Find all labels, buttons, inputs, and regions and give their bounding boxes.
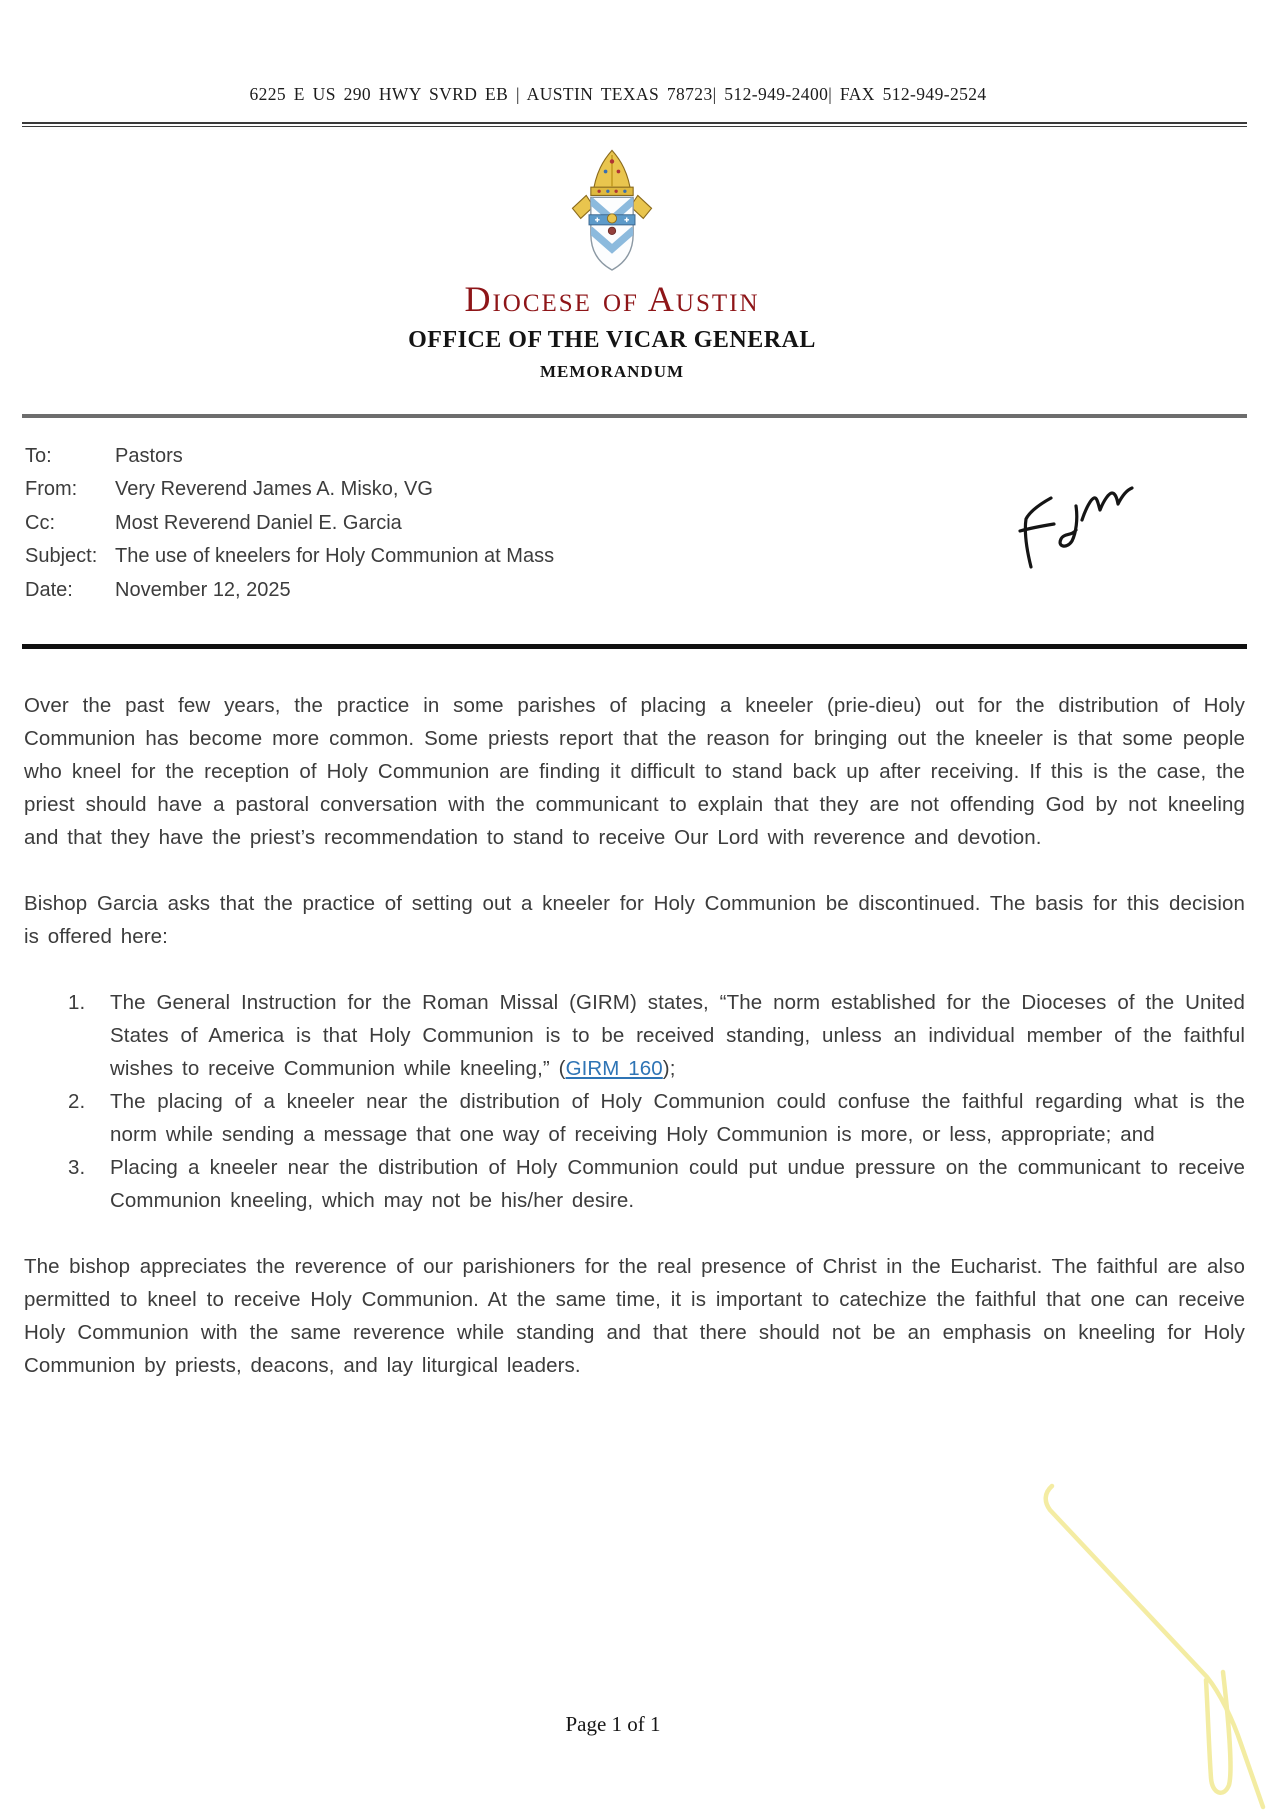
memo-header-divider-bottom: [22, 644, 1247, 649]
list-text: );: [662, 1056, 676, 1080]
list-number: 1.: [68, 990, 86, 1014]
field-value: The use of kneelers for Holy Communion at Mass: [115, 545, 555, 568]
field-label: Date:: [25, 578, 73, 601]
page-number: Page 1 of 1: [565, 1712, 661, 1736]
field-label: To:: [25, 444, 52, 467]
list-number: 3.: [68, 1155, 86, 1179]
org-name: Diocese of Austin: [464, 279, 760, 319]
yellow-pen-stroke-icon: [1030, 1480, 1268, 1811]
signature-initials-icon: [1012, 481, 1140, 577]
field-value: November 12, 2025: [115, 578, 291, 601]
field-value: Very Reverend James A. Misko, VG: [115, 478, 433, 501]
diocese-crest-icon: [566, 147, 658, 277]
paragraph-closing: The bishop appreciates the reverence of our parishioners for the real presence of Christ in the Eucharist. The faithful are also permitted to kneel to receive Holy Communion. At the same time, it is important to catechize the faithful that one can receive Holy Communion with the same reverence while standing and that there should not be an emphasis on kneeling for Holy Communion by priests, deacons, and lay liturgical leaders.: [24, 1254, 1245, 1377]
document-type-label: MEMORANDUM: [539, 361, 685, 381]
memo-header-divider-top: [22, 414, 1247, 418]
field-label: Subject:: [25, 545, 98, 568]
field-label: From:: [25, 478, 78, 501]
office-name: OFFICE OF THE VICAR GENERAL: [408, 326, 816, 353]
list-text: Placing a kneeler near the distribution of Holy Communion could put undue pressure on the communicant to receive Communion kneeling, which may not be his/her desire.: [110, 1155, 1245, 1212]
girm-160-link[interactable]: GIRM 160: [565, 1056, 663, 1080]
list-item-undue-pressure: [24, 1151, 1245, 1217]
paragraph-bishop-request: Bishop Garcia asks that the practice of setting out a kneeler for Holy Communion be discontinued. The basis for this decision is offered here:: [24, 891, 1245, 948]
memo-field-to: [25, 440, 1247, 474]
letterhead: [0, 127, 1246, 382]
field-value: Most Reverend Daniel E. Garcia: [115, 511, 402, 534]
list-text: The General Instruction for the Roman Missal (GIRM) states, “The norm established for the Dioceses of the United States of America is that Holy Communion is to be received standing, unless an individual member of the faithful wishes to receive Communion while kneeling,” (: [110, 990, 1245, 1080]
list-number: 2.: [68, 1089, 86, 1113]
list-item-confuse-faithful: [24, 1085, 1245, 1151]
field-label: Cc:: [25, 511, 55, 534]
reasons-list: [24, 986, 1245, 1217]
field-value: Pastors: [115, 444, 183, 467]
memo-field-date: [25, 574, 1247, 608]
list-item-girm-norm: [24, 986, 1245, 1085]
letterhead-address: 6225 E US 290 HWY SVRD EB | AUSTIN TEXAS 78723| 512-949-2400| FAX 512-949-2524: [249, 84, 987, 104]
list-text: The placing of a kneeler near the distribution of Holy Communion could confuse the faithful regarding what is the norm while sending a message that one way of receiving Holy Communion is more, or less, appropriate; and: [110, 1089, 1245, 1146]
paragraph-kneeler-practice: Over the past few years, the practice in some parishes of placing a kneeler (prie-dieu) out for the distribution of Holy Communion has become more common. Some priests report that the reason for bringing out the kneeler is that some people who kneel for the reception of Holy Communion are finding it difficult to stand back up after receiving. If this is the case, the priest should have a pastoral conversation with the communicant to explain that they are not offending God by not kneeling and that they have the priest’s recommendation to stand to receive Our Lord with reverence and devotion.: [24, 693, 1245, 849]
